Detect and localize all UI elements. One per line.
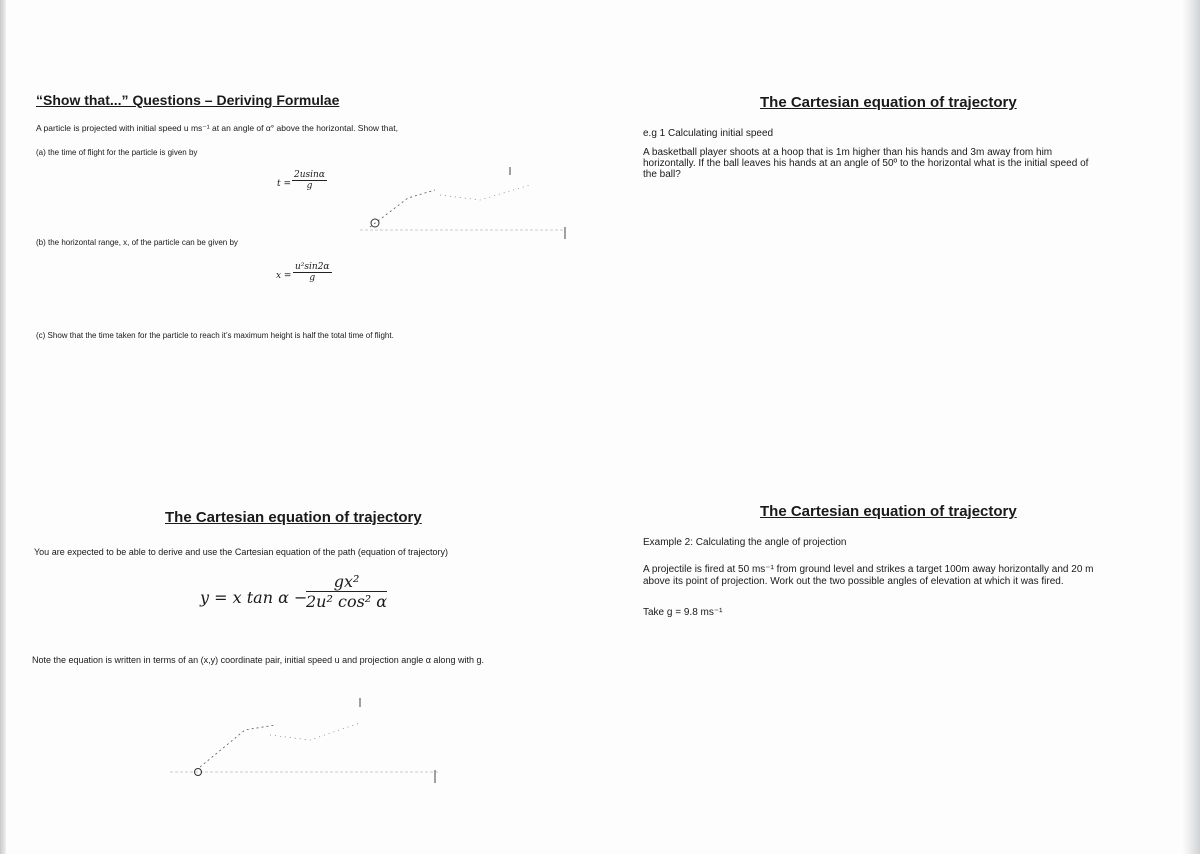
q3-equation-fraction [306,572,387,611]
q2-subtitle: e.g 1 Calculating initial speed [643,128,774,139]
q2-body-line: A basketball player shoots at a hoop that is 1m higher than his hands and 3m away from him [643,147,1053,158]
q1-formula-b-lhs: x = [276,271,292,281]
q3-equation-numerator: gx² [306,572,387,592]
q1-formula-b-numerator: u²sin2α [295,262,330,272]
q3-intro: You are expected to be able to derive and use the Cartesian equation of the path (equation of trajectory) [34,547,448,557]
page-left-edge-shadow [0,0,6,854]
q1-part-b: (b) the horizontal range, x, of the particle can be given by [36,238,238,247]
q3-title: The Cartesian equation of trajectory [165,509,422,526]
q1-intro: A particle is projected with initial speed u ms⁻¹ at an angle of α° above the horizontal. Show that, [36,123,398,133]
q2-body [643,147,1088,180]
q4-subtitle: Example 2: Calculating the angle of projection [643,537,847,548]
q1-formula-b [293,262,332,283]
q3-equation-denominator: 2u² cos² α [306,592,388,611]
q1-part-c: (c) Show that the time taken for the particle to reach it’s maximum height is half the total time of flight. [36,331,394,340]
q2-body-line: the ball? [643,169,681,180]
page-right-edge-shadow [1182,0,1200,854]
q1-formula-a-denominator: g [306,181,313,191]
q2-title: The Cartesian equation of trajectory [760,94,1017,111]
q1-formula-a-numerator: 2usinα [294,170,325,180]
q2-body-line: horizontally. If the ball leaves his hands at an angle of 50º to the horizontal what is the initial speed of [643,158,1089,169]
q4-title: The Cartesian equation of trajectory [760,503,1017,520]
q3-equation-lhs: y = x tan α − [200,588,308,607]
q4-take-g: Take g = 9.8 ms⁻¹ [643,607,723,618]
q1-title: “Show that...” Questions – Deriving Formulae [36,92,340,108]
q4-body [643,564,1094,588]
q1-formula-a [292,170,327,191]
q4-body-line: above its point of projection. Work out the two possible angles of elevation at which it was fired. [643,576,1064,587]
q1-formula-b-denominator: g [309,273,316,283]
q1-part-a: (a) the time of flight for the particle is given by [36,148,198,157]
q3-note: Note the equation is written in terms of an (x,y) coordinate pair, initial speed u and projection angle α along with g. [32,655,484,665]
q4-body-line: A projectile is fired at 50 ms⁻¹ from ground level and strikes a target 100m away horizontally and 20 m [643,564,1094,575]
q1-formula-a-lhs: t = [277,179,292,189]
q1-trajectory-diagram [340,165,570,245]
q3-trajectory-diagram [160,695,450,795]
